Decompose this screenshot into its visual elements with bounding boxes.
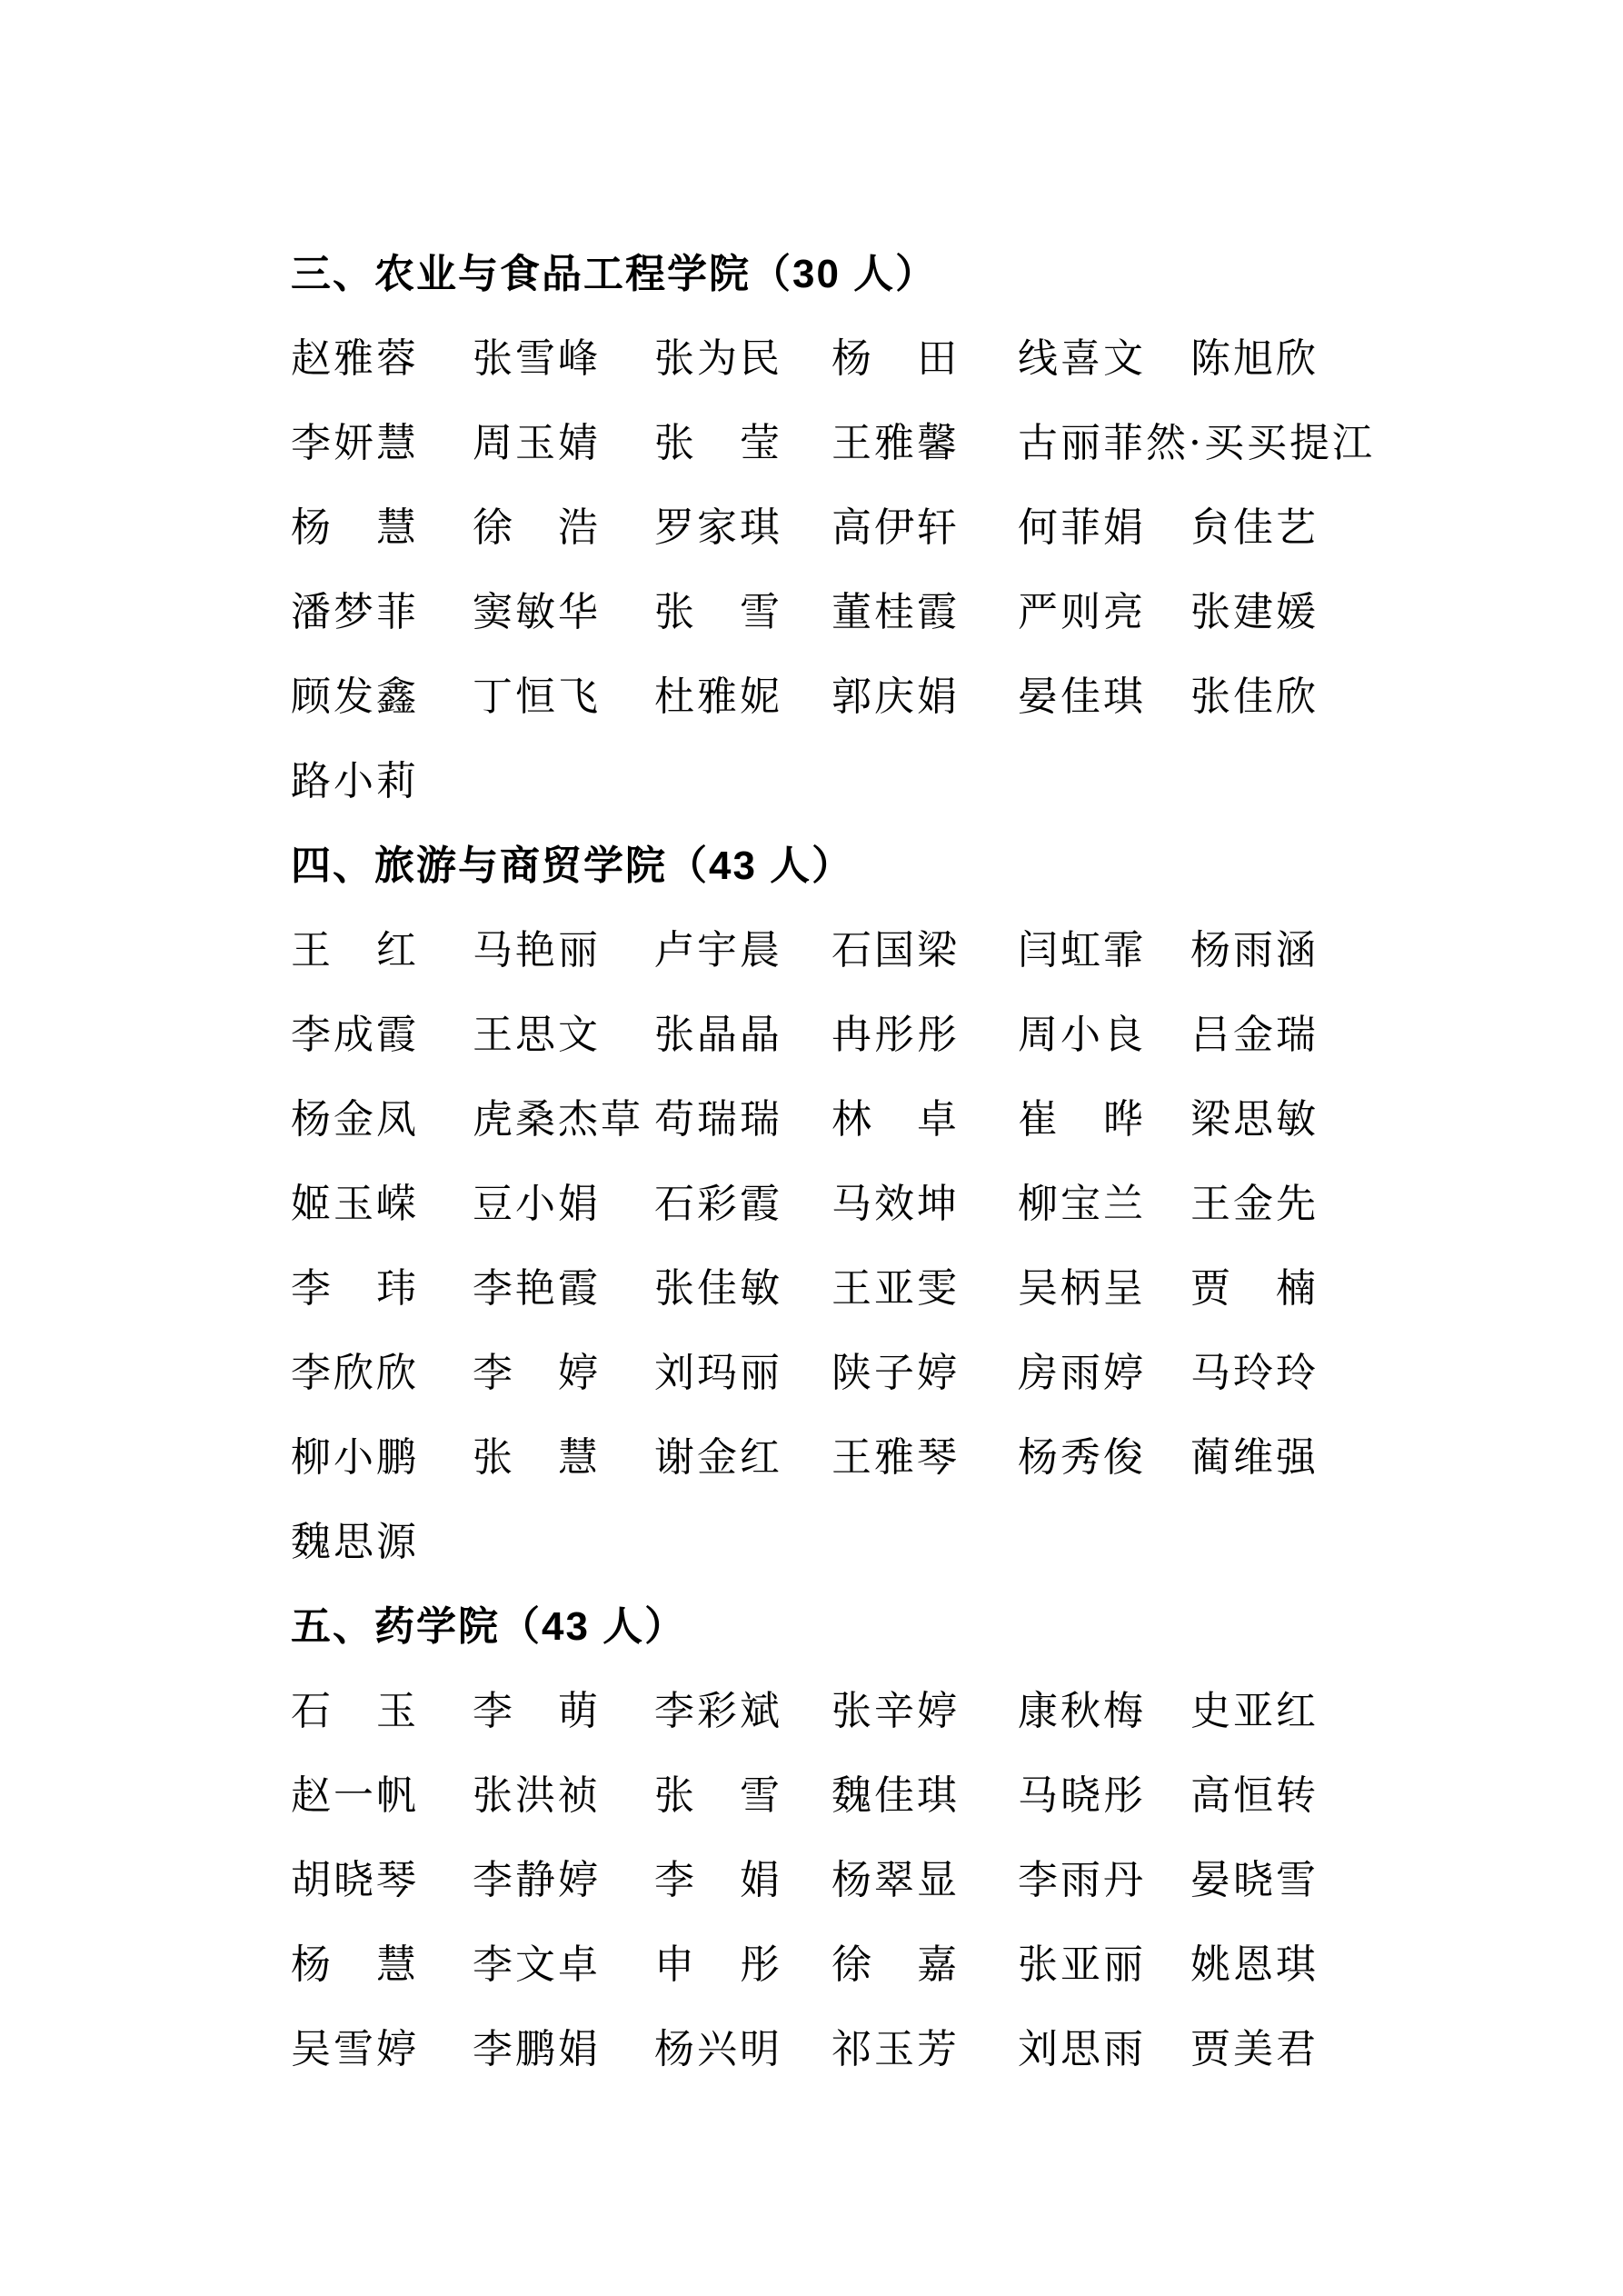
name-row <box>291 2007 1369 2091</box>
section-title: 四、旅游与商贸学院（43 人） <box>291 844 854 888</box>
person-name: 谢金红 <box>654 1434 782 1481</box>
name-row <box>291 1922 1369 2007</box>
person-name: 祁玉芳 <box>831 2026 960 2072</box>
person-name: 苟瑞瑞 <box>654 1096 782 1143</box>
person-name: 李彩斌 <box>654 1688 782 1734</box>
person-name: 张 雪 <box>654 1772 782 1819</box>
person-name: 石彩霞 <box>654 1181 782 1227</box>
person-name: 冉彤彤 <box>831 1012 960 1058</box>
person-name: 柳宝兰 <box>1018 1181 1146 1227</box>
person-name: 张为民 <box>654 335 782 382</box>
name-row <box>291 654 1369 739</box>
section-1 <box>291 232 1375 824</box>
name-row <box>291 1415 1369 1500</box>
person-name: 赵一帆 <box>291 1772 419 1819</box>
person-name: 李艳霞 <box>473 1265 601 1312</box>
person-name: 赵雅蓉 <box>291 335 419 382</box>
person-name: 吕金瑞 <box>1190 1012 1319 1058</box>
person-name: 李静婷 <box>473 1857 601 1903</box>
person-name: 张佳敏 <box>654 1265 782 1312</box>
person-name: 杨翠显 <box>831 1857 960 1903</box>
document-content <box>291 232 1375 2091</box>
person-name: 张晶晶 <box>654 1012 782 1058</box>
person-name: 郭庆娟 <box>831 674 960 720</box>
person-name: 张洪祯 <box>473 1772 601 1819</box>
person-name: 马晓彤 <box>1018 1772 1146 1819</box>
person-name: 魏思源 <box>291 1519 419 1565</box>
person-name: 史亚红 <box>1190 1688 1319 1734</box>
name-row <box>291 1753 1369 1838</box>
person-name: 李文卓 <box>473 1942 601 1988</box>
person-name: 古丽菲然·买买提江 <box>1018 420 1375 466</box>
person-name: 徐 嘉 <box>831 1942 960 1988</box>
section-2 <box>291 824 1369 1584</box>
name-row <box>291 739 1369 824</box>
person-name: 刘玛丽 <box>654 1350 782 1396</box>
person-name: 罗家琪 <box>654 504 782 551</box>
person-name: 李妍慧 <box>291 420 419 466</box>
person-name: 王亚雯 <box>831 1265 960 1312</box>
person-name: 周玉婧 <box>473 420 601 466</box>
person-name: 李 玮 <box>291 1265 419 1312</box>
person-name: 路小莉 <box>291 758 419 804</box>
name-row <box>291 1669 1369 1753</box>
person-name: 李 娟 <box>654 1857 782 1903</box>
person-name: 顾发鑫 <box>291 674 419 720</box>
person-name: 林 卓 <box>831 1096 960 1143</box>
person-name: 康秋梅 <box>1018 1688 1146 1734</box>
person-name: 张辛婷 <box>831 1688 960 1734</box>
person-name: 虎桑杰草 <box>473 1096 643 1143</box>
name-row <box>291 485 1369 570</box>
person-name: 杨 慧 <box>291 1942 419 1988</box>
person-name: 杨 慧 <box>291 504 419 551</box>
person-name: 王雅馨 <box>831 420 960 466</box>
name-row <box>291 1331 1369 1415</box>
person-name: 马效坤 <box>831 1181 960 1227</box>
person-name: 杨 田 <box>831 335 960 382</box>
person-name: 杨兴明 <box>654 2026 782 2072</box>
name-row <box>291 401 1375 485</box>
person-name: 张佳欣 <box>1190 674 1319 720</box>
person-name: 张 莹 <box>654 420 782 466</box>
person-name: 李鹏娟 <box>473 2026 601 2072</box>
person-name: 蔺维强 <box>1190 1434 1319 1481</box>
person-name: 徐 浩 <box>473 504 601 551</box>
person-name: 杜雅妮 <box>654 674 782 720</box>
person-name: 李成霞 <box>291 1012 419 1058</box>
person-name: 王 红 <box>291 927 419 973</box>
person-name: 王雅琴 <box>831 1434 960 1481</box>
section-title: 五、药学院（43 人） <box>291 1604 687 1649</box>
person-name: 杨秀俊 <box>1018 1434 1146 1481</box>
person-name: 马玲玲 <box>1190 1350 1319 1396</box>
person-name: 张雪峰 <box>473 335 601 382</box>
person-name: 贾美君 <box>1190 2026 1319 2072</box>
section-3 <box>291 1584 1369 2091</box>
person-name: 窦敏华 <box>473 589 601 635</box>
person-name: 杨雨涵 <box>1190 927 1319 973</box>
person-name: 吴雪婷 <box>291 2026 419 2072</box>
person-name: 胡晓琴 <box>291 1857 419 1903</box>
person-name: 石国梁 <box>831 927 960 973</box>
name-row <box>291 1246 1369 1331</box>
person-name: 杨金凤 <box>291 1096 419 1143</box>
name-row <box>291 316 1369 401</box>
person-name: 李雨丹 <box>1018 1857 1146 1903</box>
name-row <box>291 1077 1369 1162</box>
name-row <box>291 1500 1369 1584</box>
person-name: 吴柄呈 <box>1018 1265 1146 1312</box>
person-name: 董桂霞 <box>831 589 960 635</box>
person-name: 石 玉 <box>291 1688 419 1734</box>
person-name: 闫虹霏 <box>1018 927 1146 973</box>
person-name: 李 婷 <box>473 1350 601 1396</box>
person-name: 柳小鹏 <box>291 1434 419 1481</box>
person-name: 贠佳艺 <box>1190 504 1319 551</box>
person-name: 晏佳琪 <box>1018 674 1146 720</box>
person-name: 线喜文 <box>1018 335 1146 382</box>
person-name: 张 慧 <box>473 1434 601 1481</box>
person-name: 张 雪 <box>654 589 782 635</box>
person-name: 房雨婷 <box>1018 1350 1146 1396</box>
person-name: 潘梦菲 <box>291 589 419 635</box>
person-name: 魏佳琪 <box>831 1772 960 1819</box>
person-name: 李欣欣 <box>291 1350 419 1396</box>
person-name: 张建媛 <box>1190 589 1319 635</box>
person-name: 丁恒飞 <box>473 674 601 720</box>
person-name: 姬玉嵘 <box>291 1181 419 1227</box>
section-title: 三、农业与食品工程学院（30 人） <box>291 252 938 296</box>
person-name: 梁思敏 <box>1190 1096 1319 1143</box>
person-name: 周小良 <box>1018 1012 1146 1058</box>
person-name: 严则亮 <box>1018 589 1146 635</box>
name-row <box>291 1838 1369 1922</box>
person-name: 姚恩琪 <box>1190 1942 1319 1988</box>
name-row <box>291 993 1369 1077</box>
person-name: 张亚丽 <box>1018 1942 1146 1988</box>
person-name: 马艳丽 <box>473 927 601 973</box>
person-name: 申 彤 <box>654 1942 782 1988</box>
person-name: 王思文 <box>473 1012 601 1058</box>
name-row <box>291 908 1369 993</box>
person-name: 陈旭欣 <box>1190 335 1319 382</box>
name-row <box>291 1162 1369 1246</box>
person-name: 崔 晔 <box>1018 1096 1146 1143</box>
name-row <box>291 570 1369 654</box>
person-name: 何菲娟 <box>1018 504 1146 551</box>
person-name: 刘思雨 <box>1018 2026 1146 2072</box>
person-name: 高伊轩 <box>831 504 960 551</box>
person-name: 李 萌 <box>473 1688 601 1734</box>
person-name: 高恒转 <box>1190 1772 1319 1819</box>
person-name: 卢宇晨 <box>654 927 782 973</box>
person-name: 王金先 <box>1190 1181 1319 1227</box>
person-name: 豆小娟 <box>473 1181 601 1227</box>
person-name: 晏晓雪 <box>1190 1857 1319 1903</box>
person-name: 陕子婷 <box>831 1350 960 1396</box>
person-name: 贾 楠 <box>1190 1265 1319 1312</box>
